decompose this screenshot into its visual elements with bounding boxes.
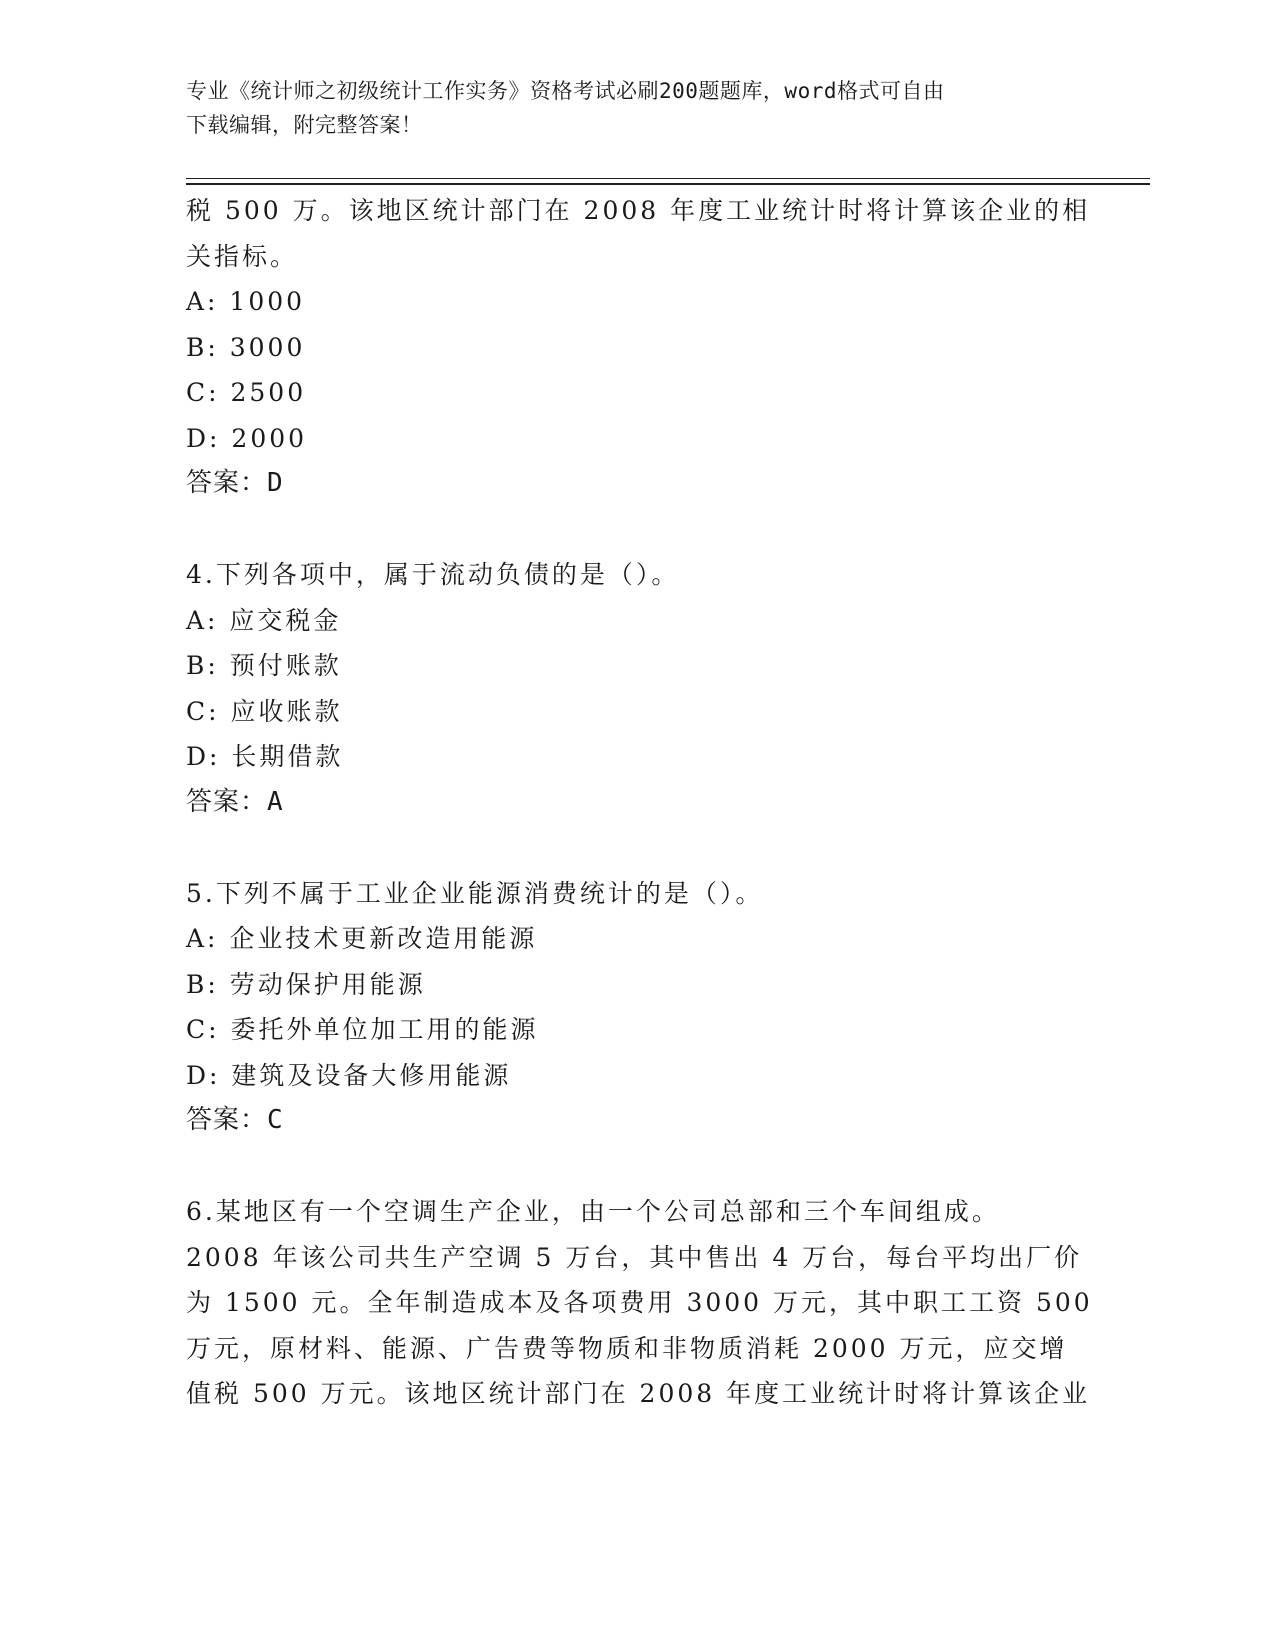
question-6 [186, 1189, 1093, 1417]
option-b: B: 3000 [186, 332, 306, 362]
question-stem: 5.下列不属于工业企业能源消费统计的是（）。 [186, 878, 764, 908]
header-line-1: 专业《统计师之初级统计工作实务》资格考试必刷200题题库，word格式可自由 [186, 79, 945, 103]
question-stem: 4.下列各项中，属于流动负债的是（）。 [186, 560, 680, 589]
option-c: C: 应收账款 [186, 696, 343, 726]
question-text-line: 为 1500 元。全年制造成本及各项费用 3000 万元，其中职工工资 500 [186, 1288, 1093, 1317]
option-c: C: 委托外单位加工用的能源 [186, 1015, 539, 1044]
answer-line: 答案：D [186, 468, 284, 498]
question-text-line: 2008 年该公司共生产空调 5 万台，其中售出 4 万台，每台平均出厂价 [186, 1242, 1083, 1272]
question-3-continued [186, 188, 1091, 507]
option-c: C: 2500 [186, 378, 307, 407]
spacer [186, 507, 1086, 553]
spacer [186, 825, 1086, 871]
question-text-line: 值税 500 万元。该地区统计部门在 2008 年度工业统计时将计算该企业 [186, 1379, 1091, 1408]
answer-line: 答案：A [186, 786, 284, 817]
header-divider-thick [186, 183, 1150, 185]
question-text-line: 关指标。 [186, 241, 299, 271]
option-d: D: 建筑及设备大修用能源 [186, 1060, 512, 1090]
header-divider-thin [186, 178, 1150, 179]
option-d: D: 长期借款 [186, 742, 344, 771]
option-b: B: 劳动保护用能源 [186, 969, 426, 999]
answer-line: 答案：C [186, 1105, 284, 1135]
option-d: D: 2000 [186, 423, 308, 453]
spacer [186, 1144, 1086, 1190]
question-text-line: 万元，原材料、能源、广告费等物质和非物质消耗 2000 万元，应交增 [186, 1333, 1068, 1363]
document-body [186, 188, 1093, 1417]
question-4 [186, 552, 1086, 825]
document-header [186, 74, 1066, 142]
option-a: A: 企业技术更新改造用能源 [186, 924, 538, 953]
header-line-2: 下载编辑，附完整答案！ [186, 113, 423, 137]
question-stem: 6.某地区有一个空调生产企业，由一个公司总部和三个车间组成。 [186, 1197, 1000, 1226]
question-5 [186, 871, 1086, 1144]
option-a: A: 1000 [186, 287, 306, 316]
option-b: B: 预付账款 [186, 651, 342, 680]
question-text-line: 税 500 万。该地区统计部门在 2008 年度工业统计时将计算该企业的相 [186, 196, 1091, 225]
option-a: A: 应交税金 [186, 605, 342, 635]
